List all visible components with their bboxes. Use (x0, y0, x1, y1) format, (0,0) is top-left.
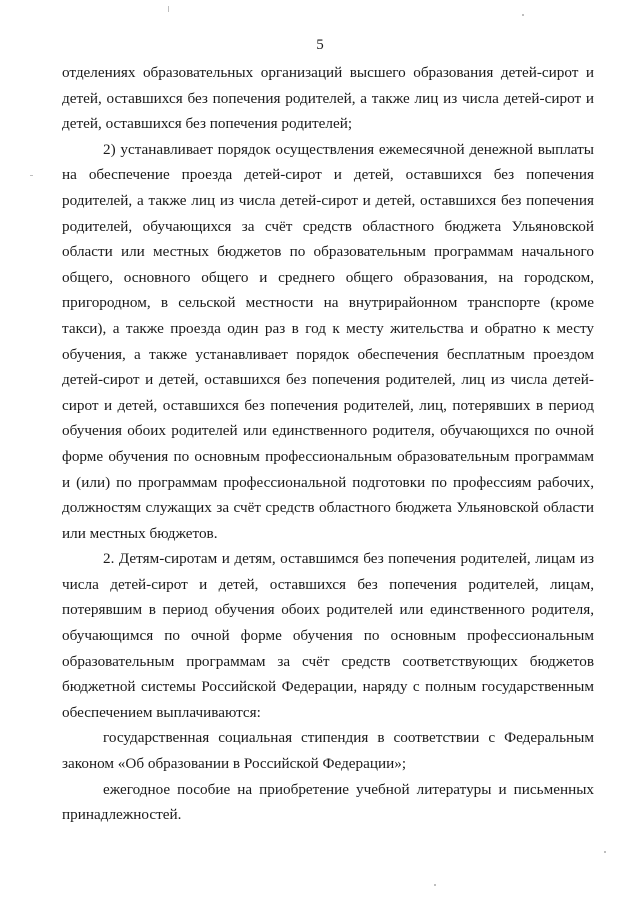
scan-speck (604, 851, 606, 853)
document-body (62, 60, 594, 828)
paragraph-section-2: 2. Детям-сиротам и детям, оставшимся без попечения родителей, лицам из числа детей-сирот и детей, оставшихся без попечения родителей, лицам, потерявшим в период обучения обоих родителей или единственного родителя, обучающимся по очной форме обучения по основным профессиональным образовательным программам за счёт средств соответствующих бюджетов бюджетной системы Российской Федерации, наряду с полным государственным обеспечением выплачиваются: (62, 550, 594, 721)
paragraph-allowance: ежегодное пособие на приобретение учебной литературы и письменных принадлежностей. (62, 780, 594, 824)
scan-speck (30, 175, 33, 176)
page-number: 5 (316, 37, 324, 53)
scan-speck (522, 14, 524, 16)
paragraph-continuation: отделениях образовательных организаций высшего образования детей-сирот и детей, оставшихся без попечения родителей, а также лиц из числа детей-сирот и детей, оставшихся без попечения родителей; (62, 64, 594, 133)
paragraph-scholarship: государственная социальная стипендия в соответствии с Федеральным законом «Об образовании в Российской Федерации»; (62, 729, 594, 773)
paragraph-item-2: 2) устанавливает порядок осуществления ежемесячной денежной выплаты на обеспечение проезда детей-сирот и детей, оставшихся без попечения родителей, а также лиц из числа детей-сирот и детей, оставшихся без попечения родителей, обучающихся за счёт средств областного бюджета Ульяновской области или местных бюджетов по образовательным программам начального общего, основного общего и среднего общего образования, на городском, пригородном, в сельской местности на внутрирайонном транспорте (кроме такси), а также проезда один раз в год к месту жительства и обратно к месту обучения, а также устанавливает порядок обеспечения бесплатным проездом детей-сирот и детей, оставшихся без попечения родителей, лиц из числа детей-сирот и детей, оставшихся без попечения родителей, лиц, потерявших в период обучения обоих родителей или единственного родителя, обучающихся по очной форме обучения по основным профессиональным образовательным программам и (или) по программам профессиональной подготовки по профессиям рабочих, должностям служащих за счёт средств областного бюджета Ульяновской области или местных бюджетов. (62, 140, 594, 542)
scan-speck (434, 884, 436, 886)
scan-speck (168, 6, 169, 12)
